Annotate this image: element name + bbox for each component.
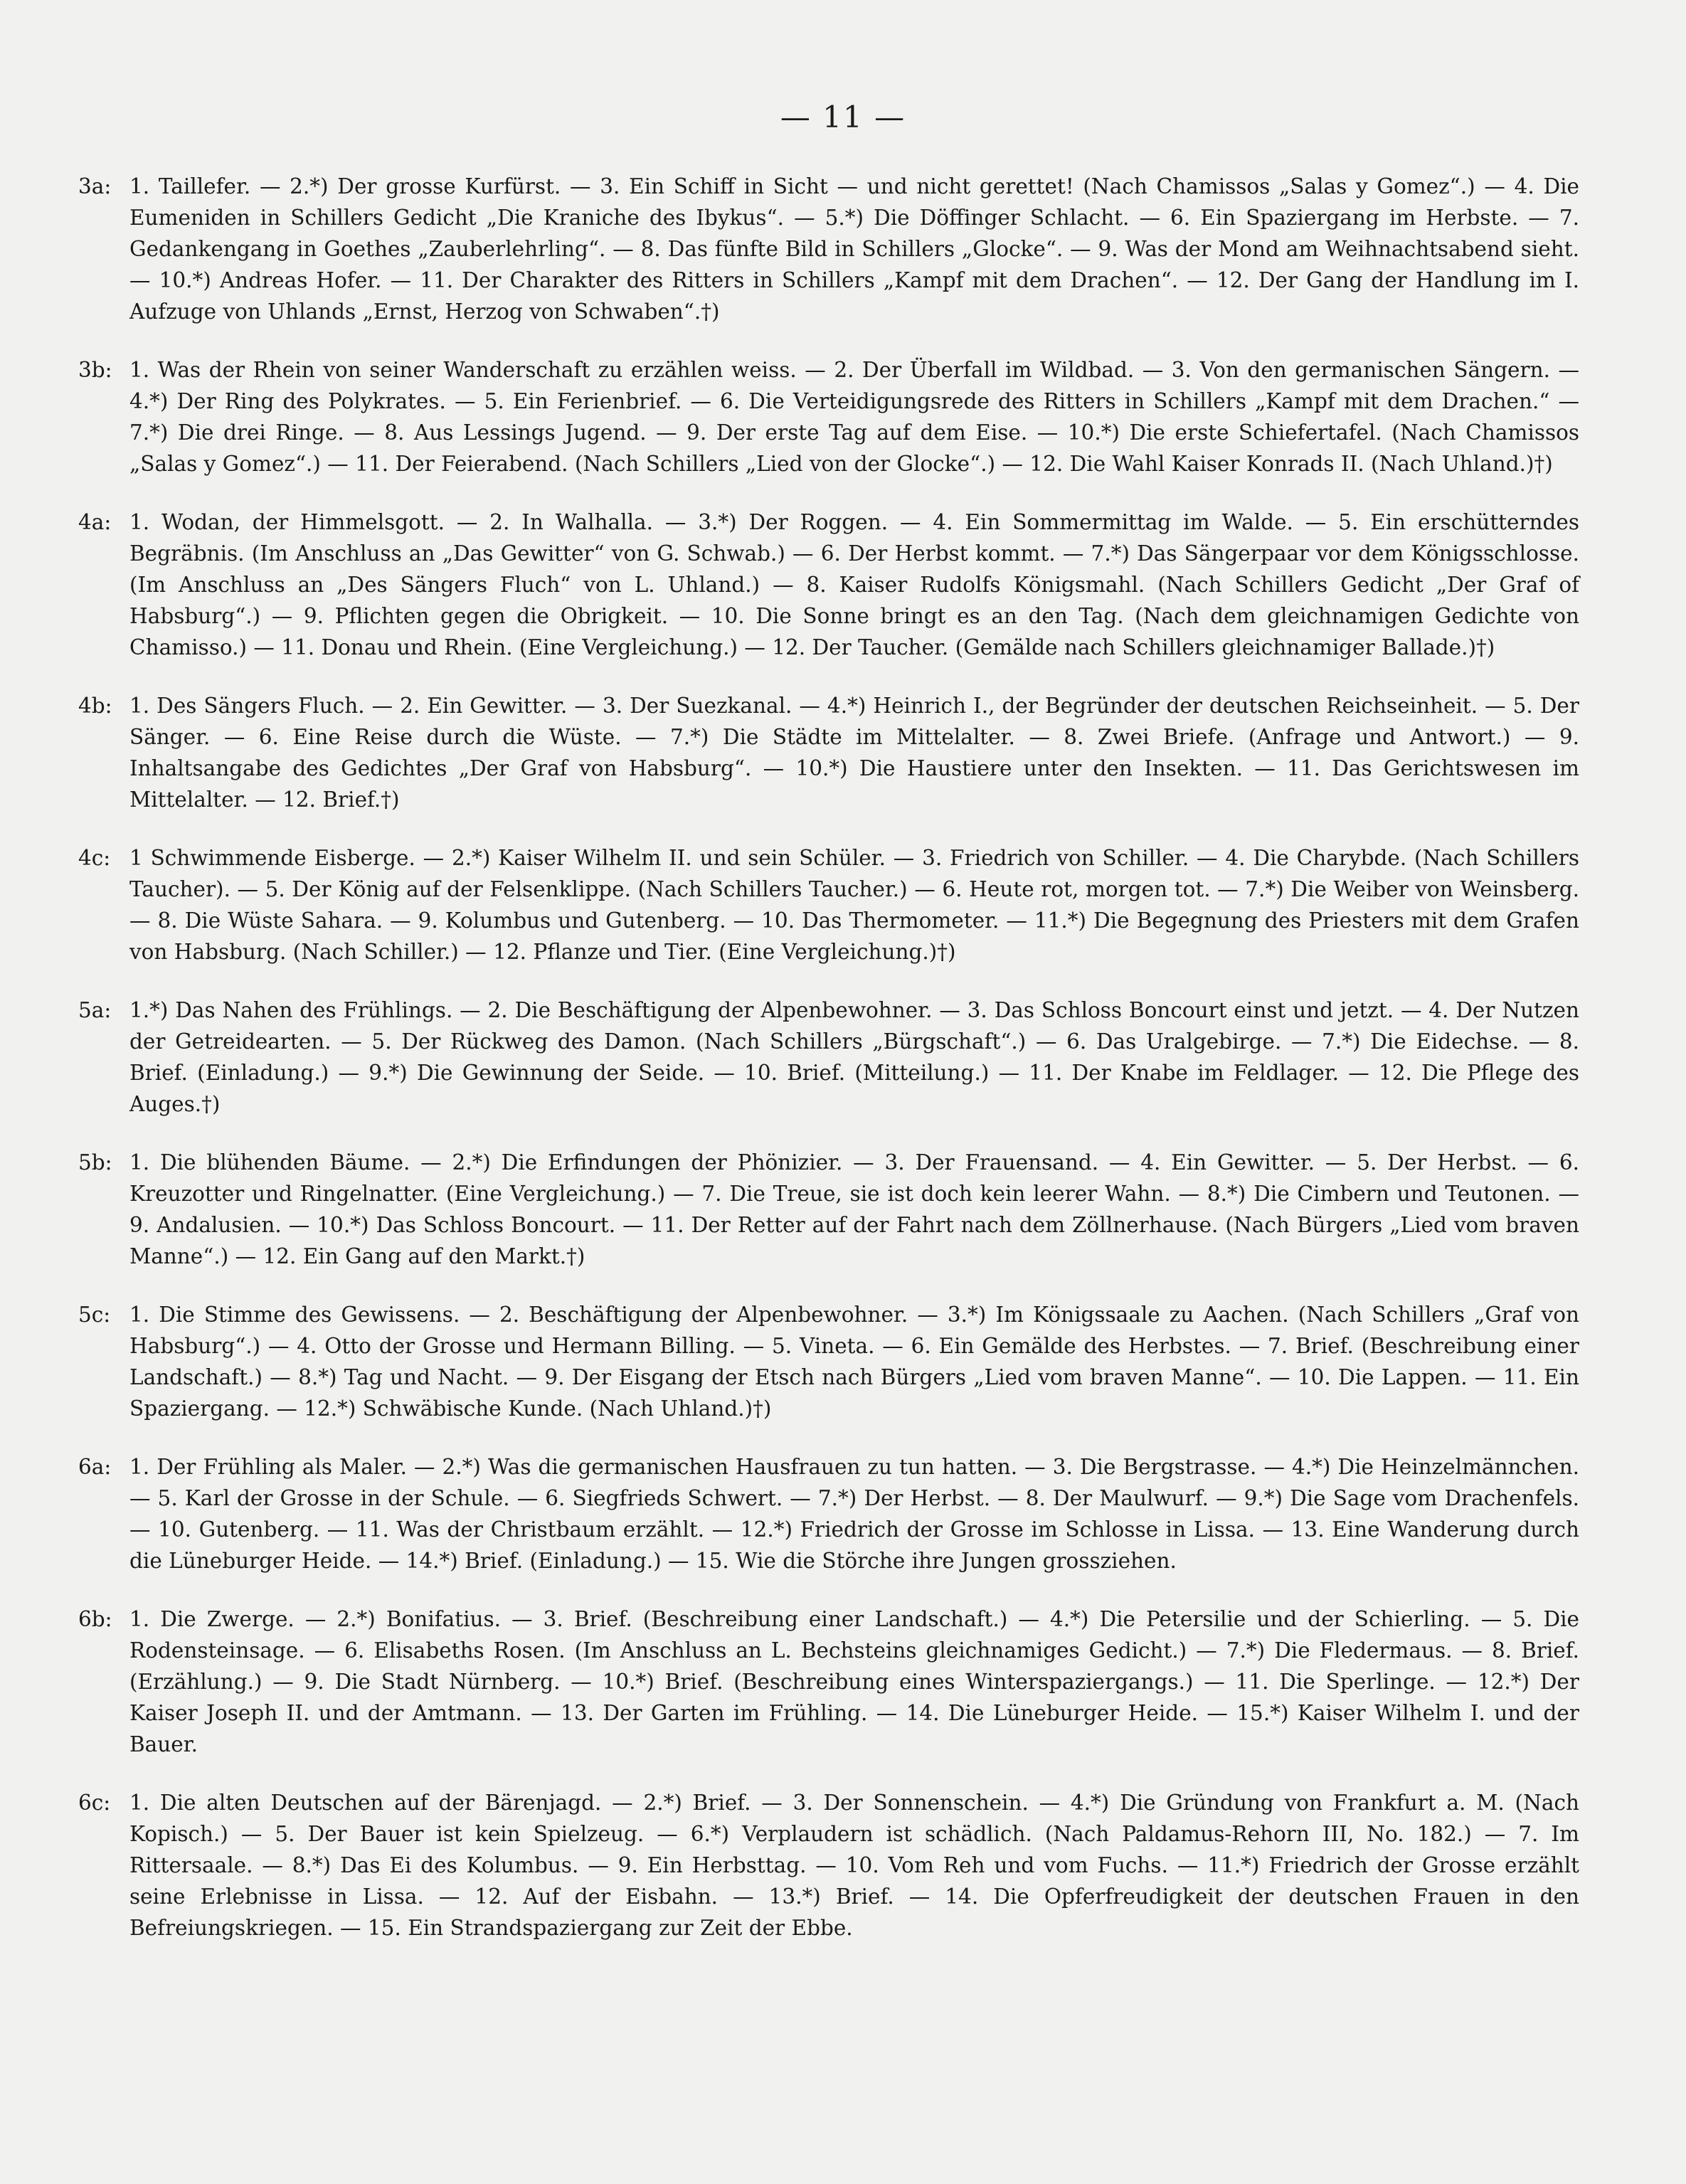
class-topics: 1. Die Zwerge. — 2.*) Bonifatius. — 3. Brief. (Beschreibung einer Landschaft.) — 4.*) Die Petersilie und der Schierling. — 5. Die Rodensteinsage. — 6. Elisabeths Rosen. (Im Anschluss an L. Bechsteins gleichnamiges Gedicht.) — 7.*) Die Fledermaus. — 8. Brief. (Erzählung.) — 9. Die Stadt Nürnberg. — 10.*) Brief. (Beschreibung eines Winterspaziergangs.) — 11. Die Sperlinge. — 12.*) Der Kaiser Joseph II. und der Amtmann. — 13. Der Garten im Frühling. — 14. Die Lüneburger Heide. — 15.*) Kaiser Wilhelm I. und der Bauer.: [129, 1607, 1579, 1756]
class-topics: 1.*) Das Nahen des Frühlings. — 2. Die Beschäftigung der Alpenbewohner. — 3. Das Schloss Boncourt einst und jetzt. — 4. Der Nutzen der Getreidearten. — 5. Der Rückweg des Damon. (Nach Schillers „Bürgschaft“.) — 6. Das Uralgebirge. — 7.*) Die Eidechse. — 8. Brief. (Einladung.) — 9.*) Die Gewinnung der Seide. — 10. Brief. (Mitteilung.) — 11. Der Knabe im Feldlager. — 12. Die Pflege des Auges.†): [129, 998, 1579, 1116]
class-label: 5c:: [78, 1303, 111, 1327]
class-label: 5b:: [78, 1150, 112, 1175]
class-entry-6b: [78, 1603, 1579, 1760]
class-label: 6b:: [78, 1607, 112, 1631]
class-topics: 1. Wodan, der Himmelsgott. — 2. In Walhalla. — 3.*) Der Roggen. — 4. Ein Sommermittag im Walde. — 5. Ein erschütterndes Begräbnis. (Im Anschluss an „Das Gewitter“ von G. Schwab.) — 6. Der Herbst kommt. — 7.*) Das Sängerpaar vor dem Königsschlosse. (Im Anschluss an „Des Sängers Fluch“ von L. Uhland.) — 8. Kaiser Rudolfs Königsmahl. (Nach Schillers Gedicht „Der Graf of Habsburg“.) — 9. Pflichten gegen die Obrigkeit. — 10. Die Sonne bringt es an den Tag. (Nach dem gleichnamigen Gedichte von Chamisso.) — 11. Donau und Rhein. (Eine Vergleichung.) — 12. Der Taucher. (Gemälde nach Schillers gleichnamiger Ballade.)†): [129, 510, 1579, 659]
class-label: 4a:: [78, 510, 112, 534]
class-label: 4b:: [78, 694, 112, 718]
class-topics: 1. Der Frühling als Maler. — 2.*) Was die germanischen Hausfrauen zu tun hatten. — 3. Die Bergstrasse. — 4.*) Die Heinzelmännchen. — 5. Karl der Grosse in der Schule. — 6. Siegfrieds Schwert. — 7.*) Der Herbst. — 8. Der Maulwurf. — 9.*) Die Sage vom Drachenfels. — 10. Gutenberg. — 11. Was der Christbaum erzählt. — 12.*) Friedrich der Grosse im Schlosse in Lissa. — 13. Eine Wanderung durch die Lüneburger Heide. — 14.*) Brief. (Einladung.) — 15. Wie die Störche ihre Jungen grossziehen.: [129, 1455, 1579, 1573]
class-entry-4a: [78, 507, 1579, 663]
class-label: 3a:: [78, 174, 112, 198]
class-topics: 1. Was der Rhein von seiner Wanderschaft zu erzählen weiss. — 2. Der Überfall im Wildbad. — 3. Von den germanischen Sängern. — 4.*) Der Ring des Polykrates. — 5. Ein Ferienbrief. — 6. Die Verteidigungsrede des Ritters in Schillers „Kampf mit dem Drachen.“ — 7.*) Die drei Ringe. — 8. Aus Lessings Jugend. — 9. Der erste Tag auf dem Eise. — 10.*) Die erste Schiefertafel. (Nach Chamissos „Salas y Gomez“.) — 11. Der Feierabend. (Nach Schillers „Lied von der Glocke“.) — 12. Die Wahl Kaiser Konrads II. (Nach Uhland.)†): [129, 358, 1579, 476]
class-topics: 1. Die Stimme des Gewissens. — 2. Beschäftigung der Alpenbewohner. — 3.*) Im Königssaale zu Aachen. (Nach Schillers „Graf von Habsburg“.) — 4. Otto der Grosse und Hermann Billing. — 5. Vineta. — 6. Ein Gemälde des Herbstes. — 7. Brief. (Beschreibung einer Landschaft.) — 8.*) Tag und Nacht. — 9. Der Eisgang der Etsch nach Bürgers „Lied vom braven Manne“. — 10. Die Lappen. — 11. Ein Spaziergang. — 12.*) Schwäbische Kunde. (Nach Uhland.)†): [129, 1303, 1579, 1421]
class-label: 6c:: [78, 1791, 111, 1815]
class-topics: 1. Taillefer. — 2.*) Der grosse Kurfürst. — 3. Ein Schiff in Sicht — und nicht gerettet! (Nach Chamissos „Salas y Gomez“.) — 4. Die Eumeniden in Schillers Gedicht „Die Kraniche des Ibykus“. — 5.*) Die Döffinger Schlacht. — 6. Ein Spaziergang im Herbste. — 7. Gedankengang in Goethes „Zauberlehrling“. — 8. Das fünfte Bild in Schillers „Glocke“. — 9. Was der Mond am Weihnachtsabend sieht. — 10.*) Andreas Hofer. — 11. Der Charakter des Ritters in Schillers „Kampf mit dem Drachen“. — 12. Der Gang der Handlung im I. Aufzuge von Uhlands „Ernst, Herzog von Schwaben“.†): [129, 174, 1579, 324]
class-label: 3b:: [78, 358, 112, 382]
class-topics: 1 Schwimmende Eisberge. — 2.*) Kaiser Wilhelm II. und sein Schüler. — 3. Friedrich von Schiller. — 4. Die Charybde. (Nach Schillers Taucher). — 5. Der König auf der Felsenklippe. (Nach Schillers Taucher.) — 6. Heute rot, morgen tot. — 7.*) Die Weiber von Weinsberg. — 8. Die Wüste Sahara. — 9. Kolumbus und Gutenberg. — 10. Das Thermometer. — 11.*) Die Begegnung des Priesters mit dem Grafen von Habsburg. (Nach Schiller.) — 12. Pflanze und Tier. (Eine Vergleichung.)†): [129, 846, 1579, 964]
class-entry-3b: [78, 354, 1579, 479]
class-topics: 1. Die alten Deutschen auf der Bärenjagd. — 2.*) Brief. — 3. Der Sonnenschein. — 4.*) Die Gründung von Frankfurt a. M. (Nach Kopisch.) — 5. Der Bauer ist kein Spielzeug. — 6.*) Verplaudern ist schädlich. (Nach Paldamus-Rehorn III, No. 182.) — 7. Im Rittersaale. — 8.*) Das Ei des Kolumbus. — 9. Ein Herbsttag. — 10. Vom Reh und vom Fuchs. — 11.*) Friedrich der Grosse erzählt seine Erlebnisse in Lissa. — 12. Auf der Eisbahn. — 13.*) Brief. — 14. Die Opferfreudigkeit der deutschen Frauen in den Befreiungskriegen. — 15. Ein Strandspaziergang zur Zeit der Ebbe.: [129, 1791, 1579, 1940]
class-label: 5a:: [78, 998, 112, 1022]
class-label: 6a:: [78, 1455, 112, 1479]
class-topics: 1. Des Sängers Fluch. — 2. Ein Gewitter. — 3. Der Suezkanal. — 4.*) Heinrich I., der Begründer der deutschen Reichseinheit. — 5. Der Sänger. — 6. Eine Reise durch die Wüste. — 7.*) Die Städte im Mittelalter. — 8. Zwei Briefe. (Anfrage und Antwort.) — 9. Inhaltsangabe des Gedichtes „Der Graf von Habsburg“. — 10.*) Die Haustiere unter den Insekten. — 11. Das Gerichtswesen im Mittelalter. — 12. Brief.†): [129, 694, 1579, 812]
topic-list: [78, 171, 1579, 1971]
class-entry-5c: [78, 1299, 1579, 1424]
class-entry-5b: [78, 1147, 1579, 1272]
class-entry-4b: [78, 690, 1579, 815]
class-entry-4c: [78, 842, 1579, 968]
class-entry-3a: [78, 171, 1579, 327]
page-number: — 11 —: [780, 100, 906, 134]
class-entry-6c: [78, 1787, 1579, 1944]
class-topics: 1. Die blühenden Bäume. — 2.*) Die Erfindungen der Phönizier. — 3. Der Frauensand. — 4. Ein Gewitter. — 5. Der Herbst. — 6. Kreuzotter und Ringelnatter. (Eine Vergleichung.) — 7. Die Treue, sie ist doch kein leerer Wahn. — 8.*) Die Cimbern und Teutonen. — 9. Andalusien. — 10.*) Das Schloss Boncourt. — 11. Der Retter auf der Fahrt nach dem Zöllnerhause. (Nach Bürgers „Lied vom braven Manne“.) — 12. Ein Gang auf den Markt.†): [129, 1150, 1579, 1268]
class-label: 4c:: [78, 846, 111, 870]
class-entry-5a: [78, 995, 1579, 1120]
class-entry-6a: [78, 1451, 1579, 1576]
